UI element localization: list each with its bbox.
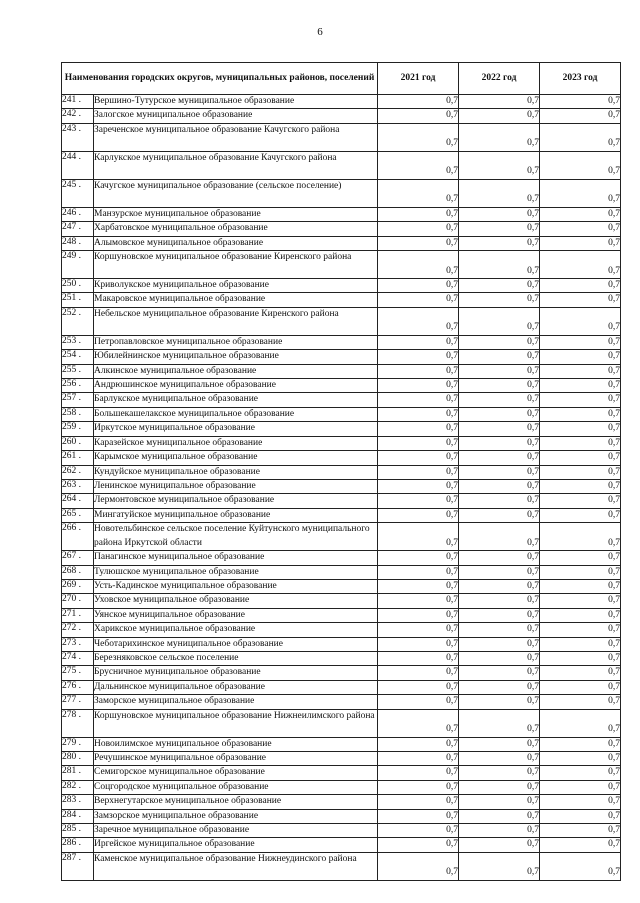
value-2023: 0,7 xyxy=(540,451,621,465)
value-2023: 0,7 xyxy=(540,123,621,151)
value-2022: 0,7 xyxy=(459,852,540,880)
value-2023: 0,7 xyxy=(540,565,621,579)
table-row xyxy=(62,279,621,293)
row-number: 266 . xyxy=(62,523,94,551)
value-2022: 0,7 xyxy=(459,795,540,809)
row-name: Уховское муниципальное образование xyxy=(94,594,378,608)
row-number: 258 . xyxy=(62,407,94,421)
header-year-2021: 2021 год xyxy=(378,63,459,95)
value-2021: 0,7 xyxy=(378,780,459,794)
value-2022: 0,7 xyxy=(459,709,540,737)
value-2021: 0,7 xyxy=(378,293,459,307)
row-name: Уянское муниципальное образование xyxy=(94,608,378,622)
value-2021: 0,7 xyxy=(378,465,459,479)
value-2022: 0,7 xyxy=(459,207,540,221)
value-2023: 0,7 xyxy=(540,623,621,637)
value-2021: 0,7 xyxy=(378,207,459,221)
value-2023: 0,7 xyxy=(540,393,621,407)
table-row xyxy=(62,795,621,809)
table-row xyxy=(62,222,621,236)
row-number: 250 . xyxy=(62,279,94,293)
value-2023: 0,7 xyxy=(540,350,621,364)
table-row xyxy=(62,350,621,364)
table-row xyxy=(62,523,621,551)
value-2021: 0,7 xyxy=(378,236,459,250)
row-number: 267 . xyxy=(62,551,94,565)
value-2023: 0,7 xyxy=(540,608,621,622)
value-2023: 0,7 xyxy=(540,508,621,522)
value-2022: 0,7 xyxy=(459,109,540,123)
value-2021: 0,7 xyxy=(378,251,459,279)
value-2023: 0,7 xyxy=(540,422,621,436)
table-row xyxy=(62,838,621,852)
value-2022: 0,7 xyxy=(459,666,540,680)
value-2021: 0,7 xyxy=(378,608,459,622)
row-number: 264 . xyxy=(62,494,94,508)
row-number: 252 . xyxy=(62,307,94,335)
value-2023: 0,7 xyxy=(540,523,621,551)
value-2023: 0,7 xyxy=(540,737,621,751)
table-row xyxy=(62,407,621,421)
row-number: 249 . xyxy=(62,251,94,279)
value-2022: 0,7 xyxy=(459,565,540,579)
header-year-2023: 2023 год xyxy=(540,63,621,95)
table-row xyxy=(62,364,621,378)
row-number: 275 . xyxy=(62,666,94,680)
row-name: Макаровское муниципальное образование xyxy=(94,293,378,307)
row-name: Семигорское муниципальное образование xyxy=(94,766,378,780)
value-2023: 0,7 xyxy=(540,780,621,794)
value-2021: 0,7 xyxy=(378,335,459,349)
value-2023: 0,7 xyxy=(540,479,621,493)
page-number: 6 xyxy=(317,26,323,38)
value-2023: 0,7 xyxy=(540,207,621,221)
value-2023: 0,7 xyxy=(540,465,621,479)
value-2021: 0,7 xyxy=(378,393,459,407)
value-2023: 0,7 xyxy=(540,436,621,450)
value-2021: 0,7 xyxy=(378,436,459,450)
row-number: 283 . xyxy=(62,795,94,809)
value-2021: 0,7 xyxy=(378,494,459,508)
table-row xyxy=(62,236,621,250)
value-2022: 0,7 xyxy=(459,364,540,378)
row-name: Новоилимское муниципальное образование xyxy=(94,737,378,751)
row-number: 287 . xyxy=(62,852,94,880)
value-2021: 0,7 xyxy=(378,579,459,593)
value-2023: 0,7 xyxy=(540,809,621,823)
header-year-2022: 2022 год xyxy=(459,63,540,95)
value-2023: 0,7 xyxy=(540,407,621,421)
row-number: 245 . xyxy=(62,179,94,207)
row-name: Небельское муниципальное образование Киренского района xyxy=(94,307,378,335)
table-row xyxy=(62,565,621,579)
row-name: Барлукское муниципальное образование xyxy=(94,393,378,407)
value-2022: 0,7 xyxy=(459,508,540,522)
value-2021: 0,7 xyxy=(378,123,459,151)
value-2022: 0,7 xyxy=(459,95,540,109)
value-2023: 0,7 xyxy=(540,151,621,179)
value-2021: 0,7 xyxy=(378,364,459,378)
table-row xyxy=(62,809,621,823)
value-2023: 0,7 xyxy=(540,680,621,694)
table-row xyxy=(62,594,621,608)
value-2021: 0,7 xyxy=(378,852,459,880)
table-row xyxy=(62,824,621,838)
value-2023: 0,7 xyxy=(540,279,621,293)
value-2023: 0,7 xyxy=(540,766,621,780)
value-2022: 0,7 xyxy=(459,766,540,780)
value-2021: 0,7 xyxy=(378,407,459,421)
table-row xyxy=(62,579,621,593)
row-name: Замзорское муниципальное образование xyxy=(94,809,378,823)
header-name: Наименования городских округов, муниципальных районов, поселений xyxy=(62,63,378,95)
row-name: Иргейское муниципальное образование xyxy=(94,838,378,852)
value-2022: 0,7 xyxy=(459,179,540,207)
table-row xyxy=(62,307,621,335)
table-row xyxy=(62,422,621,436)
table-row xyxy=(62,680,621,694)
value-2023: 0,7 xyxy=(540,109,621,123)
row-name: Речушинское муниципальное образование xyxy=(94,752,378,766)
row-name: Чеботарихинское муниципальное образование xyxy=(94,637,378,651)
row-number: 268 . xyxy=(62,565,94,579)
value-2021: 0,7 xyxy=(378,551,459,565)
row-name: Алымовское муниципальное образование xyxy=(94,236,378,250)
value-2021: 0,7 xyxy=(378,109,459,123)
row-number: 255 . xyxy=(62,364,94,378)
row-number: 254 . xyxy=(62,350,94,364)
table-row xyxy=(62,494,621,508)
value-2022: 0,7 xyxy=(459,307,540,335)
table-row xyxy=(62,151,621,179)
value-2021: 0,7 xyxy=(378,666,459,680)
value-2023: 0,7 xyxy=(540,795,621,809)
table-row xyxy=(62,379,621,393)
value-2022: 0,7 xyxy=(459,335,540,349)
row-number: 284 . xyxy=(62,809,94,823)
table-row xyxy=(62,123,621,151)
row-number: 257 . xyxy=(62,393,94,407)
row-number: 247 . xyxy=(62,222,94,236)
allocation-table xyxy=(61,62,621,881)
row-name: Каразейское муниципальное образование xyxy=(94,436,378,450)
row-name: Андрюшинское муниципальное образование xyxy=(94,379,378,393)
row-name: Карымское муниципальное образование xyxy=(94,451,378,465)
value-2021: 0,7 xyxy=(378,350,459,364)
row-name: Верхнегутарское муниципальное образование xyxy=(94,795,378,809)
value-2023: 0,7 xyxy=(540,293,621,307)
value-2022: 0,7 xyxy=(459,551,540,565)
value-2022: 0,7 xyxy=(459,579,540,593)
row-number: 269 . xyxy=(62,579,94,593)
value-2021: 0,7 xyxy=(378,594,459,608)
value-2021: 0,7 xyxy=(378,508,459,522)
value-2022: 0,7 xyxy=(459,824,540,838)
value-2021: 0,7 xyxy=(378,451,459,465)
table-row xyxy=(62,780,621,794)
value-2022: 0,7 xyxy=(459,123,540,151)
value-2022: 0,7 xyxy=(459,465,540,479)
row-number: 263 . xyxy=(62,479,94,493)
value-2022: 0,7 xyxy=(459,251,540,279)
value-2022: 0,7 xyxy=(459,451,540,465)
value-2022: 0,7 xyxy=(459,293,540,307)
value-2022: 0,7 xyxy=(459,479,540,493)
value-2022: 0,7 xyxy=(459,680,540,694)
row-number: 242 . xyxy=(62,109,94,123)
row-number: 246 . xyxy=(62,207,94,221)
table-row xyxy=(62,436,621,450)
table-header-row xyxy=(62,63,621,95)
value-2021: 0,7 xyxy=(378,824,459,838)
value-2022: 0,7 xyxy=(459,637,540,651)
table-row xyxy=(62,335,621,349)
table-row xyxy=(62,479,621,493)
value-2021: 0,7 xyxy=(378,422,459,436)
value-2022: 0,7 xyxy=(459,838,540,852)
row-name: Дальнинское муниципальное образование xyxy=(94,680,378,694)
row-name: Манзурское муниципальное образование xyxy=(94,207,378,221)
value-2023: 0,7 xyxy=(540,852,621,880)
value-2021: 0,7 xyxy=(378,179,459,207)
row-name: Новотельбинское сельское поселение Куйтунского муниципального района Иркутской области xyxy=(94,523,378,551)
row-number: 259 . xyxy=(62,422,94,436)
value-2021: 0,7 xyxy=(378,565,459,579)
value-2021: 0,7 xyxy=(378,151,459,179)
row-number: 241 . xyxy=(62,95,94,109)
value-2022: 0,7 xyxy=(459,236,540,250)
value-2023: 0,7 xyxy=(540,494,621,508)
row-number: 265 . xyxy=(62,508,94,522)
row-number: 272 . xyxy=(62,623,94,637)
value-2023: 0,7 xyxy=(540,307,621,335)
row-number: 280 . xyxy=(62,752,94,766)
row-number: 256 . xyxy=(62,379,94,393)
table-row xyxy=(62,293,621,307)
value-2022: 0,7 xyxy=(459,608,540,622)
row-number: 282 . xyxy=(62,780,94,794)
value-2022: 0,7 xyxy=(459,623,540,637)
row-number: 262 . xyxy=(62,465,94,479)
table-row xyxy=(62,465,621,479)
value-2022: 0,7 xyxy=(459,222,540,236)
row-number: 243 . xyxy=(62,123,94,151)
table-row xyxy=(62,393,621,407)
row-name: Харбатовское муниципальное образование xyxy=(94,222,378,236)
value-2021: 0,7 xyxy=(378,307,459,335)
value-2021: 0,7 xyxy=(378,795,459,809)
table-row xyxy=(62,666,621,680)
row-name: Заморское муниципальное образование xyxy=(94,695,378,709)
value-2023: 0,7 xyxy=(540,666,621,680)
row-number: 248 . xyxy=(62,236,94,250)
row-name: Иркутское муниципальное образование xyxy=(94,422,378,436)
value-2021: 0,7 xyxy=(378,279,459,293)
table-row xyxy=(62,709,621,737)
value-2023: 0,7 xyxy=(540,752,621,766)
row-name: Харикское муниципальное образование xyxy=(94,623,378,637)
value-2021: 0,7 xyxy=(378,651,459,665)
row-number: 260 . xyxy=(62,436,94,450)
value-2023: 0,7 xyxy=(540,551,621,565)
value-2023: 0,7 xyxy=(540,695,621,709)
value-2022: 0,7 xyxy=(459,737,540,751)
row-name: Залогское муниципальное образование xyxy=(94,109,378,123)
value-2022: 0,7 xyxy=(459,594,540,608)
value-2022: 0,7 xyxy=(459,780,540,794)
row-number: 261 . xyxy=(62,451,94,465)
row-number: 273 . xyxy=(62,637,94,651)
row-name: Карлукское муниципальное образование Качугского района xyxy=(94,151,378,179)
value-2022: 0,7 xyxy=(459,379,540,393)
value-2022: 0,7 xyxy=(459,407,540,421)
value-2022: 0,7 xyxy=(459,393,540,407)
table-row xyxy=(62,207,621,221)
row-name: Качугское муниципальное образование (сельское поселение) xyxy=(94,179,378,207)
row-number: 274 . xyxy=(62,651,94,665)
value-2021: 0,7 xyxy=(378,737,459,751)
value-2023: 0,7 xyxy=(540,651,621,665)
table-row xyxy=(62,109,621,123)
row-number: 271 . xyxy=(62,608,94,622)
row-name: Ленинское муниципальное образование xyxy=(94,479,378,493)
value-2023: 0,7 xyxy=(540,222,621,236)
value-2021: 0,7 xyxy=(378,695,459,709)
row-name: Заречное муниципальное образование xyxy=(94,824,378,838)
row-name: Вершино-Тутурское муниципальное образование xyxy=(94,95,378,109)
table-row xyxy=(62,95,621,109)
row-name: Тулюшское муниципальное образование xyxy=(94,565,378,579)
value-2022: 0,7 xyxy=(459,695,540,709)
row-number: 279 . xyxy=(62,737,94,751)
value-2021: 0,7 xyxy=(378,523,459,551)
value-2021: 0,7 xyxy=(378,637,459,651)
row-name: Березняковское сельское поселение xyxy=(94,651,378,665)
value-2023: 0,7 xyxy=(540,236,621,250)
row-name: Большекашелакское муниципальное образование xyxy=(94,407,378,421)
row-name: Зареченское муниципальное образование Качугского района xyxy=(94,123,378,151)
value-2023: 0,7 xyxy=(540,637,621,651)
table-row xyxy=(62,608,621,622)
value-2021: 0,7 xyxy=(378,95,459,109)
value-2022: 0,7 xyxy=(459,651,540,665)
value-2021: 0,7 xyxy=(378,838,459,852)
value-2023: 0,7 xyxy=(540,251,621,279)
value-2023: 0,7 xyxy=(540,824,621,838)
row-number: 253 . xyxy=(62,335,94,349)
row-name: Кундуйское муниципальное образование xyxy=(94,465,378,479)
row-name: Мингатуйское муниципальное образование xyxy=(94,508,378,522)
table-row xyxy=(62,451,621,465)
table-row xyxy=(62,623,621,637)
value-2023: 0,7 xyxy=(540,379,621,393)
value-2021: 0,7 xyxy=(378,623,459,637)
table-row xyxy=(62,737,621,751)
table-row xyxy=(62,852,621,880)
value-2022: 0,7 xyxy=(459,809,540,823)
table-row xyxy=(62,551,621,565)
row-name: Коршуновское муниципальное образование Нижнеилимского района xyxy=(94,709,378,737)
row-name: Соцгородское муниципальное образование xyxy=(94,780,378,794)
row-number: 286 . xyxy=(62,838,94,852)
table-row xyxy=(62,766,621,780)
row-number: 278 . xyxy=(62,709,94,737)
value-2021: 0,7 xyxy=(378,766,459,780)
table-row xyxy=(62,508,621,522)
value-2023: 0,7 xyxy=(540,364,621,378)
row-name: Петропавловское муниципальное образование xyxy=(94,335,378,349)
row-number: 270 . xyxy=(62,594,94,608)
value-2022: 0,7 xyxy=(459,752,540,766)
row-name: Усть-Кадинское муниципальное образование xyxy=(94,579,378,593)
table-row xyxy=(62,251,621,279)
table-row xyxy=(62,695,621,709)
row-number: 281 . xyxy=(62,766,94,780)
row-number: 285 . xyxy=(62,824,94,838)
row-name: Брусничное муниципальное образование xyxy=(94,666,378,680)
value-2022: 0,7 xyxy=(459,279,540,293)
value-2022: 0,7 xyxy=(459,422,540,436)
value-2023: 0,7 xyxy=(540,838,621,852)
value-2021: 0,7 xyxy=(378,809,459,823)
value-2023: 0,7 xyxy=(540,594,621,608)
value-2022: 0,7 xyxy=(459,523,540,551)
value-2023: 0,7 xyxy=(540,335,621,349)
value-2021: 0,7 xyxy=(378,752,459,766)
value-2023: 0,7 xyxy=(540,579,621,593)
value-2021: 0,7 xyxy=(378,709,459,737)
row-number: 244 . xyxy=(62,151,94,179)
row-number: 277 . xyxy=(62,695,94,709)
value-2022: 0,7 xyxy=(459,350,540,364)
row-name: Лермонтовское муниципальное образование xyxy=(94,494,378,508)
table-row xyxy=(62,752,621,766)
value-2021: 0,7 xyxy=(378,222,459,236)
row-name: Криволукское муниципальное образование xyxy=(94,279,378,293)
value-2023: 0,7 xyxy=(540,179,621,207)
row-name: Панагинское муниципальное образование xyxy=(94,551,378,565)
row-number: 251 . xyxy=(62,293,94,307)
value-2022: 0,7 xyxy=(459,494,540,508)
value-2022: 0,7 xyxy=(459,151,540,179)
value-2023: 0,7 xyxy=(540,95,621,109)
table-row xyxy=(62,637,621,651)
value-2021: 0,7 xyxy=(378,479,459,493)
row-name: Юбилейнинское муниципальное образование xyxy=(94,350,378,364)
table-row xyxy=(62,651,621,665)
row-name: Коршуновское муниципальное образование Киренского района xyxy=(94,251,378,279)
row-name: Каменское муниципальное образование Нижнеудинского района xyxy=(94,852,378,880)
table-row xyxy=(62,179,621,207)
row-number: 276 . xyxy=(62,680,94,694)
value-2021: 0,7 xyxy=(378,379,459,393)
table-body xyxy=(62,95,621,881)
value-2023: 0,7 xyxy=(540,709,621,737)
value-2022: 0,7 xyxy=(459,436,540,450)
value-2021: 0,7 xyxy=(378,680,459,694)
row-name: Алкинское муниципальное образование xyxy=(94,364,378,378)
